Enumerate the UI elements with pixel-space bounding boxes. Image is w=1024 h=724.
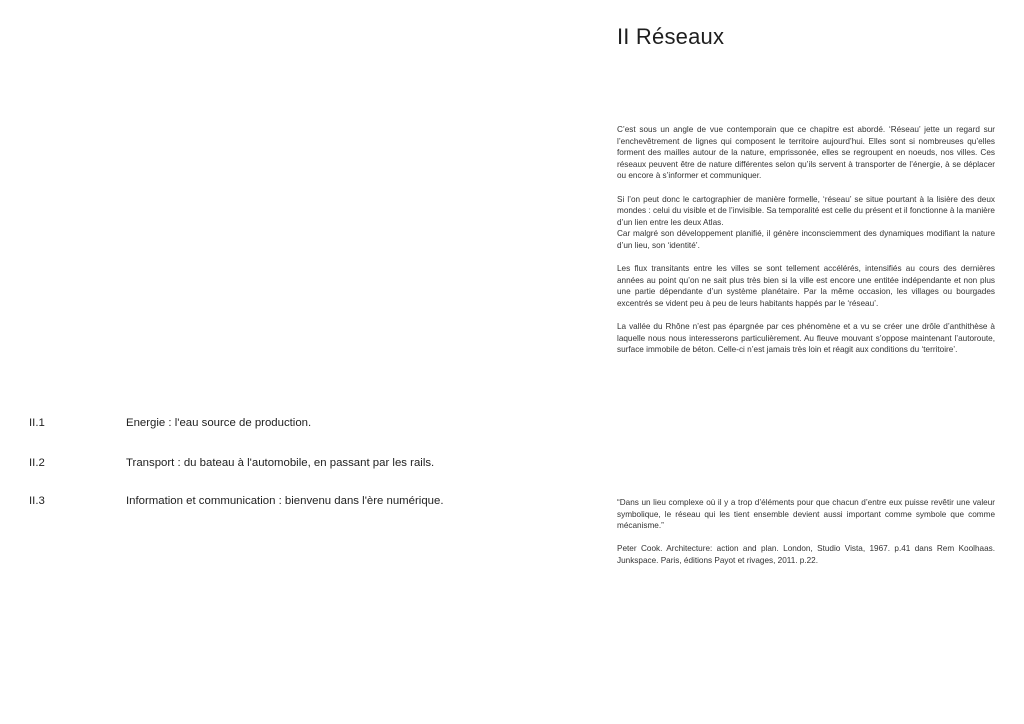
chapter-introduction: [617, 124, 995, 367]
intro-paragraph: Si l’on peut donc le cartographier de manière formelle, ‘réseau’ se situe pourtant à la lisière des deux mondes : celui du visible et de l’invisible. Sa temporalité est celle du présent et il fonctionne à la manière d’un lien entre les deux Atlas.: [617, 194, 995, 227]
toc-number: II.1: [29, 417, 45, 429]
toc-number: II.2: [29, 457, 45, 469]
intro-paragraph: La vallée du Rhône n’est pas épargnée par ces phénomène et a vu se créer une drôle d’anthithèse à laquelle nous nous interesserons particulièrement. Au fleuve mouvant s’oppose maintenant l’autoroute, surface immobile de béton. Celle-ci n’est jamais très loin et réagit aux conditions du ‘territoire’.: [617, 322, 995, 355]
page-title: II Réseaux: [617, 24, 725, 49]
quote-text: “Dans un lieu complexe où il y a trop d’éléments pour que chacun d’entre eux puisse revêtir une valeur symbolique, le réseau qui les tient ensemble devient aussi important comme symbole que comme mécanisme.”: [617, 498, 995, 531]
toc-number: II.3: [29, 495, 45, 507]
quote-citation: Peter Cook. Architecture: action and plan. London, Studio Vista, 1967. p.41 dans Rem Koolhaas. Junkspace. Paris, éditions Payot et rivages, 2011. p.22.: [617, 544, 995, 565]
epigraph-quote: [617, 497, 995, 578]
toc-title: Transport : du bateau à l'automobile, en passant par les rails.: [126, 457, 435, 469]
toc-title: Information et communication : bienvenu dans l'ère numérique.: [126, 495, 444, 507]
intro-paragraph: Car malgré son développement planifié, il génère inconsciemment des dynamiques modifiant la nature d’un lieu, son ‘identité’.: [617, 229, 995, 250]
toc-title: Energie : l'eau source de production.: [126, 417, 312, 429]
intro-paragraph: C’est sous un angle de vue contemporain que ce chapitre est abordé. ‘Réseau’ jette un regard sur l’enchevêtrement de lignes qui composent le territoire aujourd’hui. Elles sont si nombreuses qu’elles forment des mailles autour de la nature, emprissonée, elles se regroupent en noeuds, nos villes. Ces réseaux peuvent être de nature différentes selon qu’ils servent à transporter de l’énergie, à se déplacer ou encore à s’informer et communiquer.: [617, 125, 995, 181]
intro-paragraph: Les flux transitants entre les villes se sont tellement accélérés, intensifiés au cours des dernières années au point qu’on ne sait plus très bien si la ville est encore une entitée indépendante et non plus une partie dépendante d’un système planétaire. Par la même occasion, les villages ou bourgades excentrés se vident peu à peu de leurs habitants happés par le ‘réseau’.: [617, 264, 995, 308]
